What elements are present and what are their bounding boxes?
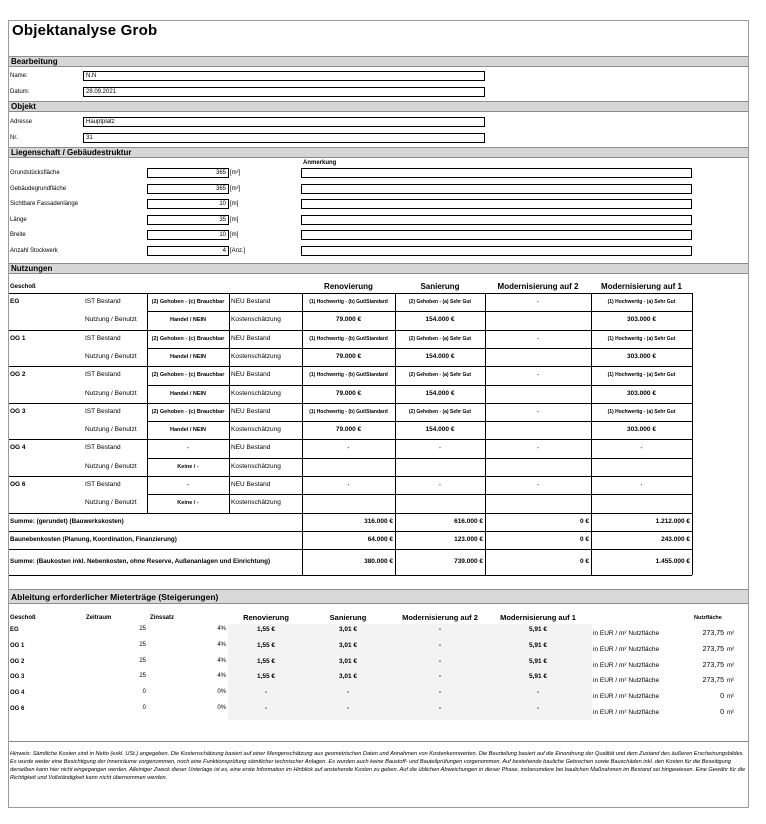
abl-zinssatz: 0% xyxy=(217,705,226,711)
liegenschaft-label: Grundstücksfläche xyxy=(10,170,60,176)
col-modernisierung-2: Modernisierung auf 2 xyxy=(497,282,579,291)
grid-vline xyxy=(229,366,230,403)
grid-vline xyxy=(692,366,693,403)
liegenschaft-unit: [m²] xyxy=(230,170,241,176)
floor-top-line xyxy=(9,439,692,440)
grid-vline xyxy=(692,439,693,476)
abl-nutzflaeche: 0 xyxy=(720,693,724,701)
liegenschaft-label: Anzahl Stockwerk xyxy=(10,247,58,254)
neu-bestand-label: NEU Bestand xyxy=(231,407,271,415)
grid-vline xyxy=(692,330,693,367)
neu-bestand-value: (1) Hochwertig - (a) Sehr Gut xyxy=(607,299,676,305)
abl-value: - xyxy=(438,641,442,649)
abl-floor-name: OG 6 xyxy=(10,706,25,712)
grid-vline xyxy=(229,476,230,513)
abl-zeitraum: 25 xyxy=(139,626,146,632)
neu-bestand-value: - xyxy=(439,445,441,452)
abl-unit-label: in EUR / m² Nutzfläche xyxy=(593,693,660,701)
grid-vline xyxy=(229,330,230,367)
ist-bestand-label: IST Bestand xyxy=(85,444,121,452)
abl-zeitraum: 25 xyxy=(139,641,146,648)
grid-vline xyxy=(692,531,693,549)
geschoss-label: Geschoß xyxy=(10,284,36,290)
abl-value: 1,55 € xyxy=(256,641,276,649)
abl-value: 5,91 € xyxy=(528,657,548,665)
floor-top-line xyxy=(9,476,692,477)
name-label: Name: xyxy=(10,73,28,79)
abl-zinssatz: 4% xyxy=(217,626,226,632)
grid-vline xyxy=(229,293,230,330)
kosten-value: 154.000 € xyxy=(425,426,455,434)
abl-value: - xyxy=(346,705,350,712)
abl-value: 3,01 € xyxy=(338,657,358,665)
abl-value: - xyxy=(438,673,442,681)
floor-top-line xyxy=(9,293,692,294)
kostenschaetzung-label: Kostenschätzung xyxy=(231,462,281,470)
summary-value: 1.212.000 € xyxy=(655,517,690,525)
anmerkung-field[interactable] xyxy=(301,184,692,194)
neu-bestand-value: (1) Hochwertig - (b) Gut/Standard xyxy=(309,372,388,379)
ist-bestand-label: IST Bestand xyxy=(85,371,121,379)
section-ableitung: Ableitung erforderlicher Mieterträge (Steigerungen) xyxy=(9,589,748,604)
abl-col-renovierung: Renovierung xyxy=(243,613,289,622)
section-liegenschaft: Liegenschaft / Gebäudestruktur xyxy=(9,147,748,158)
abl-nutzflaeche-header: Nutzfläche xyxy=(694,615,722,621)
floor-name: OG 1 xyxy=(10,334,26,342)
abl-col-sanierung: Sanierung xyxy=(329,613,367,622)
summary-value: 316.000 € xyxy=(364,517,393,525)
abl-nutzflaeche-unit: m² xyxy=(727,694,734,701)
col-renovierung: Renovierung xyxy=(324,282,373,291)
abl-geschoss-header: Geschoß xyxy=(10,615,36,621)
summary-top-line xyxy=(9,549,692,550)
datum-field[interactable]: 28.09.2021 xyxy=(83,87,485,97)
summary-top-line xyxy=(9,531,692,532)
abl-value: - xyxy=(438,657,442,665)
liegenschaft-value-field[interactable]: 365 xyxy=(147,168,229,178)
abl-value: - xyxy=(438,626,442,633)
neu-bestand-value: - xyxy=(347,482,350,488)
summary-value: 64.000 € xyxy=(367,535,393,543)
page-title: Objektanalyse Grob xyxy=(12,22,158,39)
abl-value: 3,01 € xyxy=(338,673,358,681)
abl-unit-label: in EUR / m² Nutzfläche xyxy=(593,709,660,716)
anmerkung-field[interactable] xyxy=(301,215,692,225)
section-objekt: Objekt xyxy=(9,101,748,112)
divider xyxy=(9,741,748,742)
kosten-value: 79.000 € xyxy=(335,352,362,360)
kosten-value: 79.000 € xyxy=(335,426,362,434)
abl-value: 3,01 € xyxy=(338,626,358,633)
summary-label: Summe: (gerundet) (Bauwerkskosten) xyxy=(10,517,124,525)
ist-bestand-value: (2) Gehoben - (c) Brauchbar xyxy=(151,408,225,415)
neu-bestand-value: - xyxy=(640,445,643,452)
grid-vline xyxy=(229,403,230,440)
neu-bestand-value: (1) Hochwertig - (a) Sehr Gut xyxy=(607,408,676,415)
anmerkung-label: Anmerkung xyxy=(303,160,337,166)
kosten-value: 154.000 € xyxy=(425,352,455,360)
nutzung-value: Handel / NEIN xyxy=(169,353,207,360)
nutzung-value: Handel / NEIN xyxy=(169,427,207,434)
abl-value: - xyxy=(264,705,268,712)
nutzung-value: Keine / - xyxy=(177,500,199,507)
neu-bestand-value: - xyxy=(537,335,539,342)
ist-bestand-value: (2) Gehoben - (c) Brauchbar xyxy=(151,299,225,305)
neu-bestand-value: (1) Hochwertig - (b) Gut/Standard xyxy=(309,299,388,305)
abl-value: - xyxy=(346,689,350,697)
kostenschaetzung-label: Kostenschätzung xyxy=(231,316,281,324)
nutzung-value: Keine / - xyxy=(177,463,199,470)
abl-nutzflaeche-unit: m² xyxy=(727,646,734,653)
adresse-field[interactable]: Hauptplatz xyxy=(83,117,485,127)
summary-value: 243.000 € xyxy=(661,535,690,543)
summary-label: Summe: (Baukosten inkl. Nebenkosten, ohne Reserve, Außenanlagen und Einrichtung) xyxy=(10,557,271,565)
neu-bestand-value: (2) Gehoben - (a) Sehr Gut xyxy=(408,335,472,342)
abl-zinssatz-header: Zinssatz xyxy=(150,615,175,621)
grid-vline xyxy=(692,293,693,330)
kosten-value: 79.000 € xyxy=(335,316,362,324)
nr-label: Nr. xyxy=(10,135,18,141)
neu-bestand-value: - xyxy=(537,408,539,415)
grid-vline xyxy=(692,549,693,575)
liegenschaft-value-field[interactable]: 365 xyxy=(147,184,229,194)
anmerkung-field[interactable] xyxy=(301,199,692,209)
kostenschaetzung-label: Kostenschätzung xyxy=(231,426,281,434)
abl-nutzflaeche-unit: m² xyxy=(727,710,734,716)
ist-bestand-value: (2) Gehoben - (c) Brauchbar xyxy=(151,372,225,379)
neu-bestand-value: - xyxy=(439,482,441,488)
floor-name: OG 3 xyxy=(10,407,26,415)
abl-col-modernisierung-2: Modernisierung auf 2 xyxy=(402,613,478,622)
nutzung-benutzt-label: Nutzung / Benutzt xyxy=(85,389,137,397)
abl-value: - xyxy=(536,689,540,697)
abl-value: 1,55 € xyxy=(256,626,276,633)
abl-zinssatz: 0% xyxy=(217,689,226,696)
neu-bestand-value: (2) Gehoben - (a) Sehr Gut xyxy=(408,299,472,305)
anmerkung-field[interactable] xyxy=(301,168,692,178)
abl-zeitraum: 25 xyxy=(139,673,146,680)
kostenschaetzung-label: Kostenschätzung xyxy=(231,499,281,507)
neu-bestand-value: (1) Hochwertig - (a) Sehr Gut xyxy=(607,372,676,379)
abl-zeitraum: 25 xyxy=(139,657,146,664)
summary-top-line xyxy=(9,513,692,514)
liegenschaft-unit: [Anz.] xyxy=(230,247,246,254)
summary-value: 0 € xyxy=(579,535,589,543)
abl-nutzflaeche: 273,75 xyxy=(702,677,724,685)
abl-value: 5,91 € xyxy=(528,641,548,649)
summary-value: 0 € xyxy=(579,517,589,525)
grid-vline xyxy=(692,476,693,513)
kosten-value: 303.000 € xyxy=(627,352,656,360)
neu-bestand-label: NEU Bestand xyxy=(231,371,271,379)
name-field[interactable]: N.N xyxy=(83,71,485,81)
liegenschaft-unit: [m] xyxy=(230,232,239,238)
kostenschaetzung-label: Kostenschätzung xyxy=(231,389,281,397)
abl-zeitraum: 0 xyxy=(142,705,146,711)
adresse-label: Adresse xyxy=(10,119,33,125)
abl-floor-name: EG xyxy=(10,627,19,633)
abl-value: 1,55 € xyxy=(256,657,276,665)
kostenschaetzung-label: Kostenschätzung xyxy=(231,352,281,360)
liegenschaft-unit: [m] xyxy=(230,216,239,223)
abl-col-modernisierung-1: Modernisierung auf 1 xyxy=(500,613,576,622)
abl-zeitraum: 0 xyxy=(142,689,146,696)
col-modernisierung-1: Modernisierung auf 1 xyxy=(601,282,682,291)
abl-nutzflaeche-unit: m² xyxy=(727,631,734,637)
abl-zinssatz: 4% xyxy=(217,673,226,680)
abl-value: - xyxy=(438,705,442,712)
summary-value: 739.000 € xyxy=(454,557,483,565)
nr-field[interactable]: 31 xyxy=(83,133,485,143)
summary-value: 123.000 € xyxy=(454,535,483,543)
abl-nutzflaeche-unit: m² xyxy=(727,662,734,669)
floor-top-line xyxy=(9,366,692,367)
liegenschaft-value-field[interactable]: 4 xyxy=(147,246,229,256)
anmerkung-field[interactable] xyxy=(301,230,692,240)
abl-value: - xyxy=(264,689,268,697)
liegenschaft-unit: [m] xyxy=(230,201,239,207)
liegenschaft-value-field[interactable]: 10 xyxy=(147,199,229,209)
abl-zinssatz: 4% xyxy=(217,641,226,648)
summary-value: 1.455.000 € xyxy=(655,557,690,565)
abl-floor-name: OG 2 xyxy=(10,658,25,665)
kosten-value: 79.000 € xyxy=(335,389,362,397)
nutzung-benutzt-label: Nutzung / Benutzt xyxy=(85,462,137,470)
neu-bestand-value: - xyxy=(640,482,643,488)
kosten-value: 154.000 € xyxy=(425,389,455,397)
nutzung-benutzt-label: Nutzung / Benutzt xyxy=(85,352,137,360)
neu-bestand-label: NEU Bestand xyxy=(231,481,271,488)
abl-value: 5,91 € xyxy=(528,626,548,633)
kosten-value: 154.000 € xyxy=(425,316,455,324)
neu-bestand-label: NEU Bestand xyxy=(231,298,271,305)
hinweis-text: Hinweis: Sämtliche Kosten sind in Netto (exkl. USt.) angegeben. Die Kostenschätzung basiert auf einer Mengenschätzung aus geometrischen Daten und Annahmen von Kostenkennwerten. Die Beurteilung basiert auf die Einordnung der Qualität und dem Zustand des äußeren Erscheinungsbildes. Es wurde weder eine Besichtigung der Innenräume vorgenommen, noch eine Funktionsprüfung sämtlicher technischer Anlagen. Es wurden auch keine Baustoff- und Bauteilprüfungen vorgenommen. Auf bestehende bauliche Gebrechen sowie Bauschäden inkl. den Kosten für die Beseitigung derselben kann hier nicht eingegangen werden. Alleiniger Zweck dieser Unterlage ist es, eine erste Information im Hinblick auf anstehende Kosten zu geben. Auf die üblichen Abweichungen in dieser Phase, insbesondere bei baulichen Maßnahmen im Bestand sei hingewiesen. Eine Gewähr für die Richtigkeit und Vollständigkeit kann nicht übernommen werden. xyxy=(10,751,746,781)
liegenschaft-value-field[interactable]: 35 xyxy=(147,215,229,225)
liegenschaft-unit: [m²] xyxy=(230,185,241,192)
abl-floor-name: OG 1 xyxy=(10,642,25,649)
neu-bestand-value: - xyxy=(537,372,539,379)
floor-name: EG xyxy=(10,298,20,305)
summary-label: Baunebenkosten (Planung, Koordination, Finanzierung) xyxy=(10,535,177,543)
abl-value: - xyxy=(536,705,540,712)
neu-bestand-value: - xyxy=(537,445,539,452)
abl-nutzflaeche: 273,75 xyxy=(702,661,724,669)
ist-bestand-label: IST Bestand xyxy=(85,298,121,305)
abl-floor-name: OG 4 xyxy=(10,690,25,697)
ist-bestand-value: - xyxy=(187,482,189,488)
abl-unit-label: in EUR / m² Nutzfläche xyxy=(593,630,660,637)
kosten-value: 303.000 € xyxy=(627,389,656,397)
floor-top-line xyxy=(9,330,692,331)
neu-bestand-value: (2) Gehoben - (a) Sehr Gut xyxy=(408,372,472,379)
summary-value: 380.000 € xyxy=(364,557,393,565)
nutzung-value: Handel / NEIN xyxy=(169,317,207,324)
liegenschaft-label: Länge xyxy=(10,216,27,223)
abl-value: 5,91 € xyxy=(528,673,548,681)
kosten-value: 303.000 € xyxy=(627,426,656,434)
neu-bestand-label: NEU Bestand xyxy=(231,444,271,452)
grid-vline xyxy=(692,403,693,440)
liegenschaft-label: Sichtbare Fassadenlänge xyxy=(10,201,79,207)
abl-zinssatz: 4% xyxy=(217,657,226,664)
abl-nutzflaeche: 0 xyxy=(720,709,724,716)
anmerkung-field[interactable] xyxy=(301,246,692,256)
grid-vline xyxy=(229,439,230,476)
liegenschaft-label: Gebäudegrundfläche xyxy=(10,185,67,192)
summary-value: 0 € xyxy=(579,557,589,565)
datum-label: Datum: xyxy=(10,89,30,95)
nutzung-benutzt-label: Nutzung / Benutzt xyxy=(85,499,137,507)
ist-bestand-label: IST Bestand xyxy=(85,334,121,342)
abl-nutzflaeche: 273,75 xyxy=(702,645,724,653)
neu-bestand-value: (2) Gehoben - (a) Sehr Gut xyxy=(408,408,472,415)
grid-vline xyxy=(692,513,693,531)
abl-value: - xyxy=(438,689,442,697)
ist-bestand-value: - xyxy=(187,445,189,452)
floor-name: OG 2 xyxy=(10,371,26,379)
ist-bestand-label: IST Bestand xyxy=(85,407,121,415)
neu-bestand-value: - xyxy=(347,445,350,452)
floor-name: OG 4 xyxy=(10,444,26,452)
summary-value: 616.000 € xyxy=(454,517,483,525)
section-bearbeitung: Bearbeitung xyxy=(9,56,748,67)
abl-floor-name: OG 3 xyxy=(10,674,25,681)
nutzung-value: Handel / NEIN xyxy=(169,390,207,397)
abl-unit-label: in EUR / m² Nutzfläche xyxy=(593,661,660,669)
neu-bestand-value: (1) Hochwertig - (b) Gut/Standard xyxy=(309,408,388,415)
neu-bestand-value: - xyxy=(537,482,539,488)
abl-zeitraum-header: Zeitraum xyxy=(86,615,112,621)
abl-value: 3,01 € xyxy=(338,641,358,649)
neu-bestand-label: NEU Bestand xyxy=(231,334,271,342)
abl-unit-label: in EUR / m² Nutzfläche xyxy=(593,645,660,653)
floor-top-line xyxy=(9,403,692,404)
kosten-value: 303.000 € xyxy=(627,316,656,324)
col-sanierung: Sanierung xyxy=(420,282,460,291)
abl-value: 1,55 € xyxy=(256,673,276,681)
nutzung-benutzt-label: Nutzung / Benutzt xyxy=(85,426,137,434)
ist-bestand-value: (2) Gehoben - (c) Brauchbar xyxy=(151,335,225,342)
neu-bestand-value: (1) Hochwertig - (a) Sehr Gut xyxy=(607,335,676,342)
liegenschaft-value-field[interactable]: 10 xyxy=(147,230,229,240)
ist-bestand-label: IST Bestand xyxy=(85,481,121,488)
summary-bottom-line xyxy=(9,575,692,576)
section-nutzungen: Nutzungen xyxy=(9,263,748,274)
abl-nutzflaeche-unit: m² xyxy=(727,678,734,685)
abl-unit-label: in EUR / m² Nutzfläche xyxy=(593,677,660,685)
neu-bestand-value: - xyxy=(537,299,539,305)
nutzung-benutzt-label: Nutzung / Benutzt xyxy=(85,316,137,324)
floor-name: OG 6 xyxy=(10,481,26,488)
abl-nutzflaeche: 273,75 xyxy=(702,630,724,637)
liegenschaft-label: Breite xyxy=(10,232,26,238)
neu-bestand-value: (1) Hochwertig - (b) Gut/Standard xyxy=(309,335,388,342)
